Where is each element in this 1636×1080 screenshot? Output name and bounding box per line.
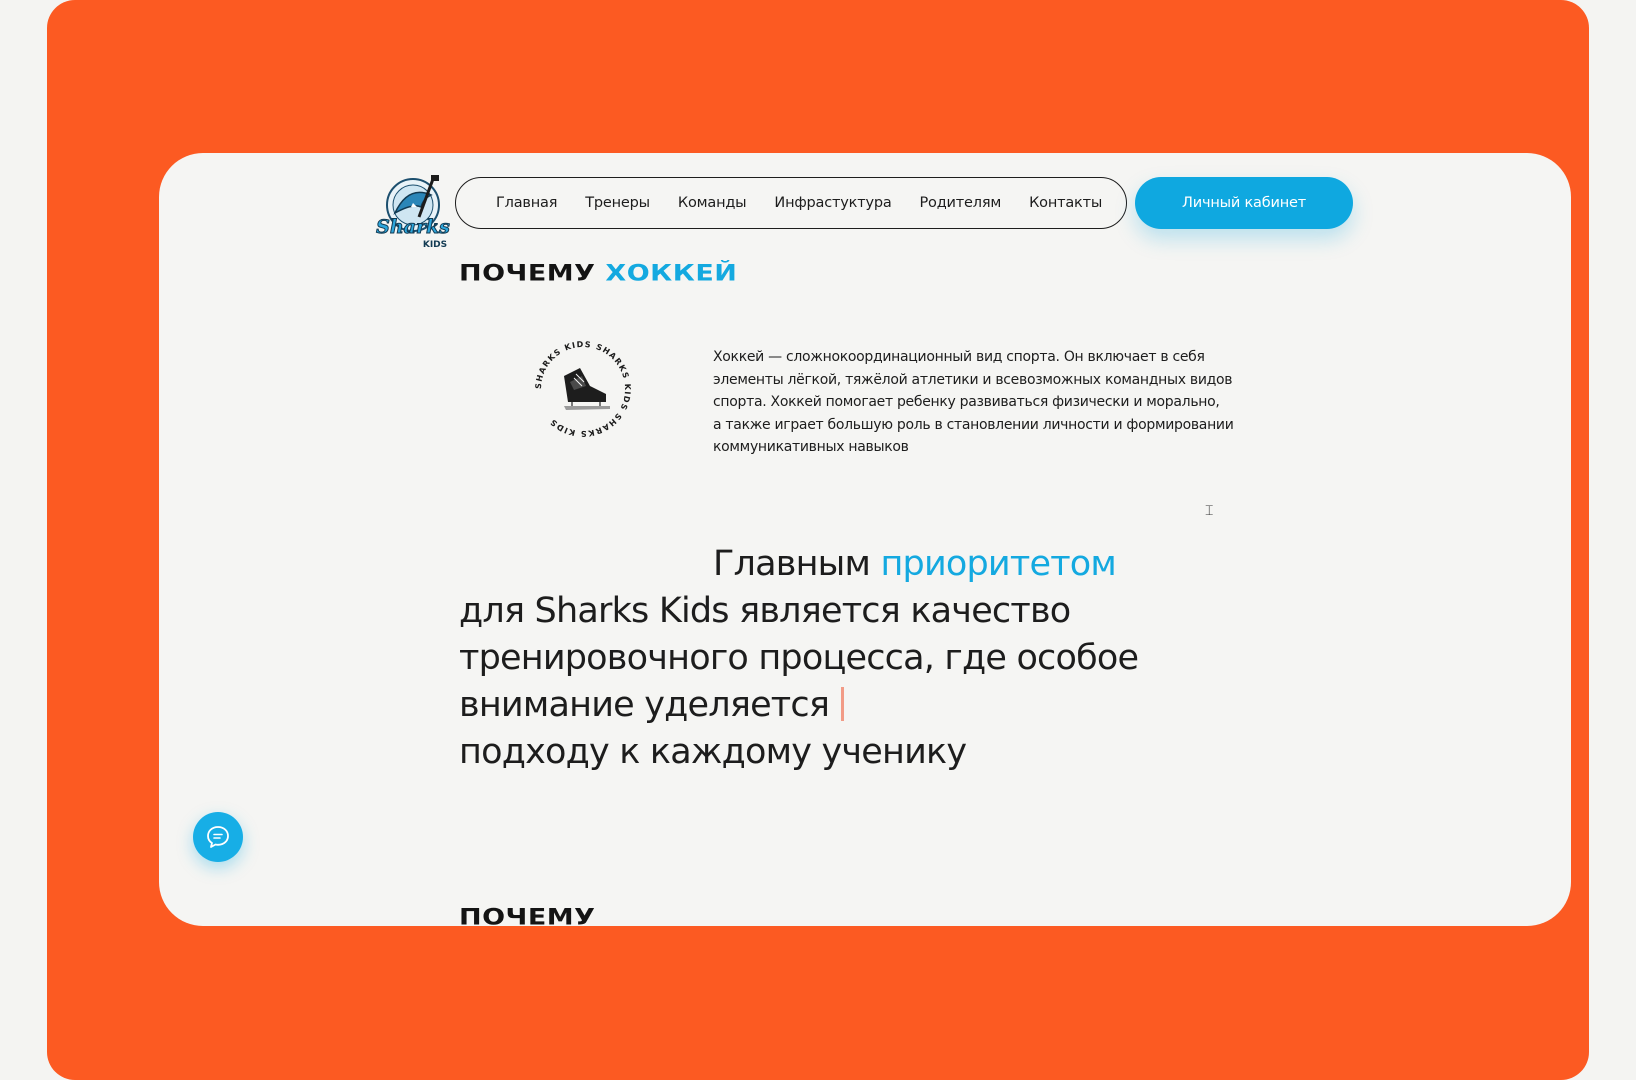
section-title-part1: ПОЧЕМУ bbox=[459, 261, 596, 287]
nav-item-teams[interactable]: Команды bbox=[677, 195, 747, 211]
priority-line-4 bbox=[459, 682, 1219, 729]
priority-line-3: тренировочного процесса, где особое bbox=[459, 638, 1139, 678]
svg-text:SHARKS KIDS SHARKS KIDS SHARKS: SHARKS KIDS SHARKS KIDS SHARKS KIDS bbox=[533, 339, 633, 439]
intro-line: а также играет большую роль в становлении личности и формировании bbox=[713, 416, 1234, 433]
website-viewport bbox=[159, 153, 1571, 926]
nav-item-home[interactable]: Главная bbox=[496, 195, 558, 211]
sharks-kids-logo[interactable] bbox=[373, 173, 453, 251]
personal-cabinet-button[interactable]: Личный кабинет bbox=[1135, 177, 1353, 229]
priority-statement bbox=[459, 541, 1219, 776]
priority-line-2: для Sharks Kids является качество bbox=[459, 591, 1071, 631]
priority-line-1 bbox=[459, 541, 1219, 588]
priority-line-5: подходу к каждому ученику bbox=[459, 732, 967, 772]
nav-item-coaches[interactable]: Тренеры bbox=[585, 195, 650, 211]
main-navigation bbox=[455, 177, 1127, 229]
section-title bbox=[459, 261, 737, 286]
intro-line: элементы лёгкой, тяжёлой атлетики и всевозможных командных видов bbox=[713, 371, 1233, 388]
chat-bubble-icon bbox=[205, 824, 231, 850]
hockey-skate-icon bbox=[564, 368, 610, 410]
intro-paragraph bbox=[713, 346, 1273, 459]
intro-line: коммуникативных навыков bbox=[713, 439, 909, 455]
typing-caret bbox=[841, 687, 844, 721]
nav-item-parents[interactable]: Родителям bbox=[919, 195, 1002, 211]
intro-line: Хоккей — сложнокоординационный вид спорта. Он включает в себя bbox=[713, 349, 1205, 365]
nav-item-contacts[interactable]: Контакты bbox=[1029, 195, 1103, 211]
svg-text:KIDS: KIDS bbox=[422, 240, 448, 250]
priority-plain: Главным bbox=[713, 544, 871, 584]
text-cursor-icon: ⌶ bbox=[1205, 503, 1214, 519]
intro-line: спорта. Хоккей помогает ребенку развиваться физически и морально, bbox=[713, 394, 1220, 410]
next-section-title: ПОЧЕМУ bbox=[459, 905, 596, 926]
nav-item-infrastructure[interactable]: Инфрастуктура bbox=[774, 195, 892, 211]
section-title-part2: ХОККЕЙ bbox=[605, 261, 738, 287]
priority-accent: приоритетом bbox=[880, 544, 1117, 584]
svg-text:Sharks: Sharks bbox=[376, 216, 450, 238]
sharks-kids-badge bbox=[530, 336, 636, 442]
chat-button[interactable] bbox=[193, 812, 243, 862]
orange-frame bbox=[47, 0, 1589, 1080]
hockey-skate-badge-icon bbox=[530, 336, 636, 442]
shark-hockey-logo-icon bbox=[373, 173, 453, 251]
priority-line-4-text: внимание уделяется bbox=[459, 685, 830, 725]
